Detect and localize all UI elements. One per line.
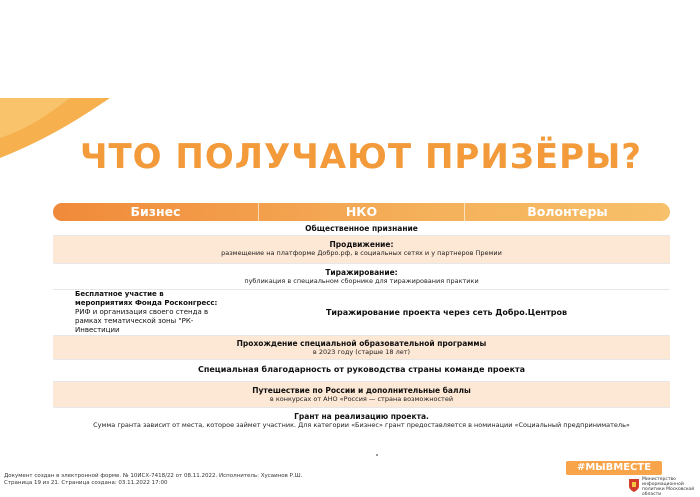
tab-business: Бизнес [53, 203, 259, 221]
roscongress-cell [53, 290, 223, 335]
category-tabs [53, 203, 670, 221]
tab-volunteers: Волонтеры [527, 204, 608, 219]
row-subtext: в 2023 году (старше 18 лет) [312, 348, 411, 356]
roscongress-bold: Бесплатное участие в мероприятиях Фонда Росконгресс: [75, 290, 218, 307]
row-subtext: размещение на платформе Добро.рф, в социальных сетях и у партнеров Премии [221, 249, 502, 257]
prizes-table [53, 222, 670, 434]
coat-of-arms-icon [628, 478, 640, 492]
row-travel [53, 382, 670, 408]
row-grant [53, 408, 670, 434]
row-replication [53, 264, 670, 290]
decorative-dot [376, 454, 378, 456]
footer-line-2: Страница 19 из 21. Страница создана: 03.11.2022 17:00 [4, 479, 168, 486]
dobro-centers-cell: Тиражирование проекта через сеть Добро.Центров [325, 308, 568, 317]
row-public-recognition [53, 222, 670, 236]
row-subtext: публикация в специальном сборнике для тиражирования практики [244, 277, 479, 285]
row-heading: Тиражирование: [325, 268, 398, 277]
row-heading: Общественное признание [305, 224, 418, 233]
page-title: ЧТО ПОЛУЧАЮТ ПРИЗЁРЫ? [80, 137, 643, 177]
row-heading: Путешествие по России и дополнительные баллы [252, 386, 471, 395]
row-gratitude [53, 360, 670, 382]
row-heading: Прохождение специальной образовательной программы [236, 339, 487, 348]
roscongress-text: РИФ и организация своего стенда в рамках тематической зоны "РК-Инвестиции [75, 308, 209, 334]
row-roscongress [53, 290, 670, 336]
row-subtext: в конкурсах от АНО «Россия — страна возможностей [269, 395, 454, 403]
footer-line-1: Документ создан в электронной форме. № 10ИСХ-7418/22 от 08.11.2022. Исполнитель: Хусаинов Р.Ш. [4, 473, 303, 479]
tab-nko: НКО [259, 203, 465, 221]
ministry-label: Министерство информационной политики Московской области [642, 477, 695, 497]
row-heading: Продвижение: [329, 240, 394, 249]
row-subtext: Сумма гранта зависит от места, которое займет участник. Для категории «Бизнес» грант предоставляется в номинации «Социальный предприниматель» [93, 421, 630, 429]
row-heading: Специальная благодарность от руководства страны команде проекта [197, 365, 526, 374]
document-footer [4, 473, 302, 486]
row-heading: Грант на реализацию проекта. [294, 412, 429, 421]
hashtag-badge: #МЫВМЕСТЕ [566, 461, 662, 475]
row-promotion [53, 236, 670, 264]
row-education [53, 336, 670, 360]
